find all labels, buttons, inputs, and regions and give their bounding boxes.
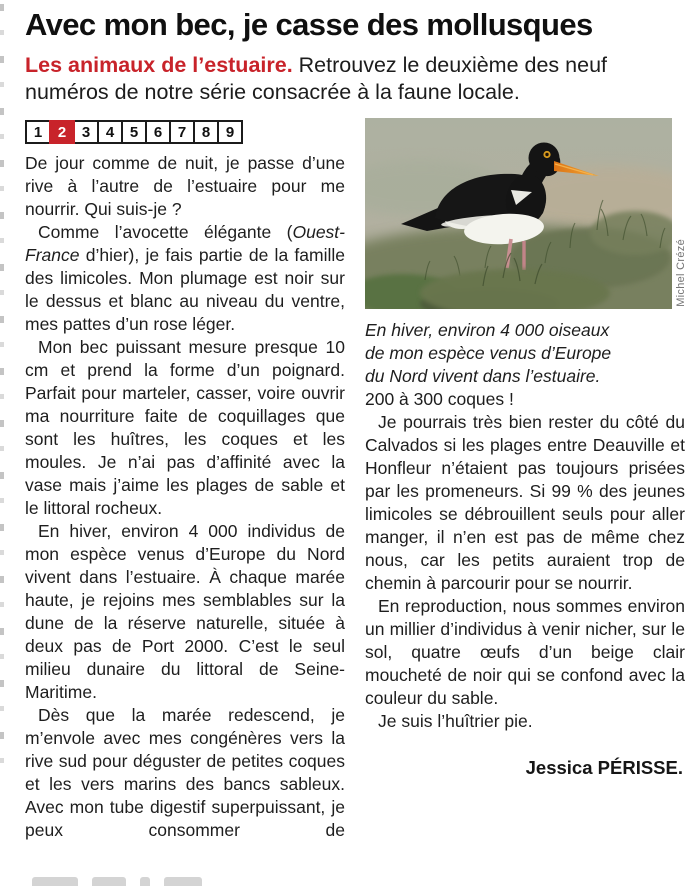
cutoff-letter-shape xyxy=(140,877,150,886)
paragraph: Je suis l’huîtrier pie. xyxy=(378,711,533,731)
oystercatcher-photo xyxy=(365,118,672,309)
paragraph: Mon bec puissant mesure presque 10 cm et prend la forme d’un poignard. Parfait pour marteler, casser, voire ouvrir ma nourriture faite de coquillages que sont les huîtres, les coques et les moules. Je n’ai pas d’affinité avec la vase mais j’aime les plages de sable et le littoral rocheux. xyxy=(25,337,345,518)
photo-figure xyxy=(365,118,685,388)
series-item-6: 6 xyxy=(145,120,171,144)
article-header xyxy=(25,7,685,106)
series-nav xyxy=(25,120,243,144)
cutoff-letter-shape xyxy=(92,877,126,886)
article-title: Avec mon bec, je casse des mollusques xyxy=(25,7,593,42)
series-item-1: 1 xyxy=(25,120,51,144)
left-column xyxy=(25,118,345,842)
paragraph: En hiver, environ 4 000 individus de mon espèce venus d’Europe du Nord vivent dans l’estuaire. À chaque marée haute, je rejoins mes semblables sur la dune de la réserve naturelle, située à deux pas de Port 2000. C’est le seul milieu dunaire du littoral de Seine-Maritime. xyxy=(25,521,345,702)
paragraph: 200 à 300 coques ! xyxy=(365,389,514,409)
standfirst-text: Retrouvez le deuxième des neuf numéros de notre série consacrée à la faune locale. xyxy=(25,53,608,104)
article-columns xyxy=(25,118,685,842)
series-item-7: 7 xyxy=(169,120,195,144)
photo-caption: En hiver, environ 4 000 oiseaux de mon espèce venus d’Europe du Nord vivent dans l’estuaire. xyxy=(365,320,612,386)
series-item-3: 3 xyxy=(73,120,99,144)
text-run: d’hier), je fais partie de la famille des limicoles. Mon plumage est noir sur le dessus et blanc au niveau du ventre, mes pattes d’un rose léger. xyxy=(25,245,345,334)
series-item-2-active: 2 xyxy=(49,120,75,144)
paragraph: De jour comme de nuit, je passe d’une rive à l’autre de l’estuaire pour me nourrir. Qui suis-je ? xyxy=(25,153,345,219)
paragraph xyxy=(25,221,345,336)
cutoff-letter-shape xyxy=(32,877,78,886)
series-item-4: 4 xyxy=(97,120,123,144)
paragraph: En reproduction, nous sommes environ un millier d’individus à venir nicher, sur le sol, quatre œufs d’un beige clair moucheté de noir qui se confond avec la couleur du sable. xyxy=(365,596,685,708)
right-column xyxy=(365,118,685,842)
series-item-8: 8 xyxy=(193,120,219,144)
text-run: Comme l’avocette élégante ( xyxy=(38,222,293,242)
author-signature: Jessica PÉRISSE. xyxy=(525,757,683,778)
paragraph: Je pourrais très bien rester du côté du Calvados si les plages entre Deauville et Honfleur n’étaient pas toujours prisées par les promeneurs. Si 99 % des jeunes limicoles se débrouillent seuls pour aller manger, il n’en est pas de même chez nous, car les petits auraient trop de chemin à parcourir pour se nourrir. xyxy=(365,412,685,593)
left-edge-print-fragments xyxy=(0,4,4,772)
paragraph: Dès que la marée redescend, je m’envole avec mes congénères vers la rive sud pour déguster de petites coques et les vers marins des bancs sableux. Avec mon tube digestif superpuissant, je peux consommer de xyxy=(25,705,345,840)
kicker: Les animaux de l’estuaire. xyxy=(25,53,293,77)
next-article-cutoff xyxy=(32,877,202,886)
photo-credit: Michel Crézé xyxy=(675,239,687,307)
cutoff-letter-shape xyxy=(164,877,202,886)
italic-run: Ouest-France xyxy=(25,222,345,265)
series-item-9: 9 xyxy=(217,120,243,144)
series-item-5: 5 xyxy=(121,120,147,144)
standfirst xyxy=(25,52,685,106)
